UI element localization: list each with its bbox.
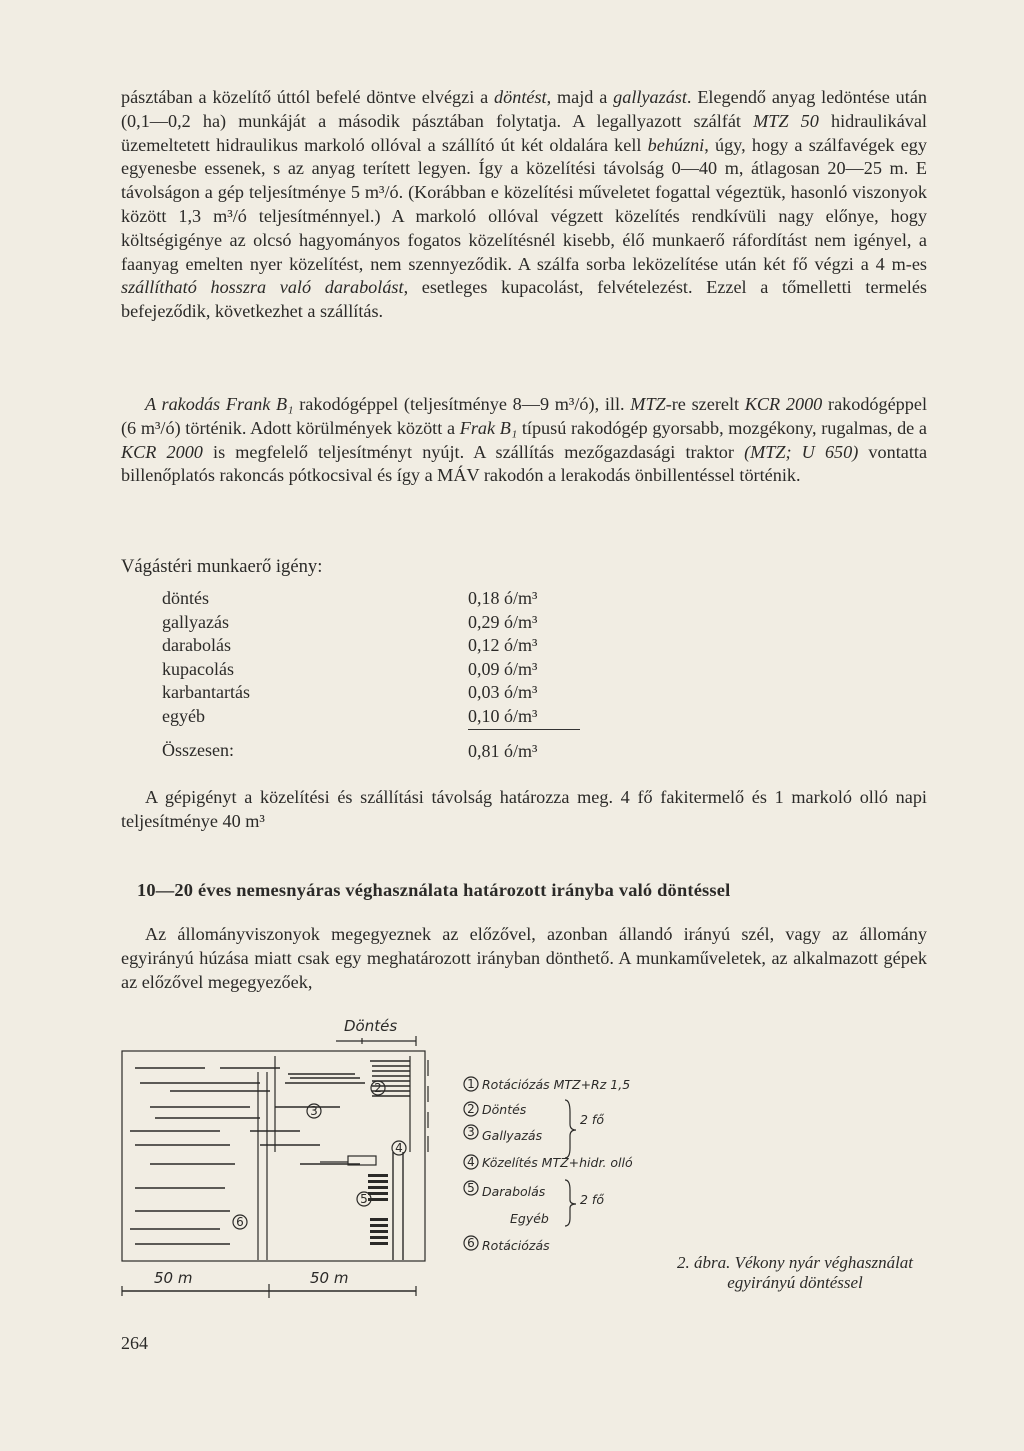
felling-label: Döntés	[344, 1017, 398, 1035]
stem-bundle	[288, 1061, 410, 1096]
legend-item: Gallyazás	[482, 1128, 543, 1143]
legend-number: 5	[467, 1181, 475, 1195]
marker-5: 5	[360, 1192, 368, 1206]
table-row: karbantartás 0,03 ó/m³	[162, 682, 538, 703]
legend-item: Döntés	[482, 1102, 527, 1117]
page-number: 264	[121, 1333, 148, 1353]
table-row: kupacolás 0,09 ó/m³	[162, 658, 538, 679]
legend-number: 1	[467, 1077, 475, 1091]
scale-label-left: 50 m	[154, 1269, 193, 1287]
table-row: döntés 0,18 ó/m³	[162, 588, 538, 608]
figure-caption: 2. ábra. Vékony nyár véghasználat egyirányú döntéssel	[676, 1253, 914, 1292]
table-row: darabolás 0,12 ó/m³	[162, 635, 538, 656]
legend-item: Közelítés MTZ+hidr. olló	[482, 1155, 633, 1170]
labor-heading: Vágástéri munkaerő igény:	[121, 556, 323, 577]
labor-table	[162, 587, 580, 763]
table-row: egyéb 0,10 ó/m³	[162, 705, 580, 729]
section-title: 10—20 éves nemesnyáras véghasználata határozott irányba való döntéssel	[137, 880, 731, 900]
felled-tree-rows	[130, 1068, 365, 1244]
legend-number: 6	[467, 1236, 475, 1250]
group-people-label: 2 fő	[580, 1192, 604, 1207]
paragraph-conditions: Az állományviszonyok megegyeznek az előzővel, azonban állandó irányú szél, vagy az állomány egyirányú húzása miatt csak egy meghatározott irányban dönthető. A munkaműveletek, az alkalmazott gépek az előzővel megegyezőek,	[121, 924, 927, 992]
marker-4: 4	[395, 1141, 403, 1155]
legend-bracket	[565, 1180, 576, 1226]
legend-item: Egyéb	[510, 1211, 549, 1226]
paragraph-felling: pásztában a közelítő úttól befelé döntve elvégzi a döntést, majd a gallyazást. Elegendő anyag ledöntése után (0,1—0,2 ha) munkáját a második pásztában folytatja. A legallyazott szálfát MTZ 50 hidraulikával üzemeltetett hidraulikus markoló ollóval a szállító út két oldalára kell behúzni, úgy, hogy a szálfavégek egy egyenesbe essenek, s az anyag terített legyen. Így a közelítési távolság 0—40 m, átlagosan 20—25 m. E távolságon a gép teljesítménye 5 m³/ó. (Korábban e közelítési műveletet fogattal végeztük, hasonló viszonyok között 1,3 m³/ó teljesítménnyel.) A markoló ollóval végzett közelítés rendkívüli nagy előnye, hogy költségigénye az olcsó hagyományos fogatos közelítésnél kisebb, élő munkaerő ráfordítást nem igényel, a faanyag emelten nyer közelítést, nem szennyeződik. A szálfa sorba leközelítése után két fő végzi a 4 m-es szállítható hosszra való darabolást, esetleges kupacolást, felvételezést. Ezzel a tőmelletti termelés befejeződik, következhet a szállítás.	[121, 87, 927, 322]
legend-number: 2	[467, 1102, 475, 1116]
paragraph-loading: A rakodás Frank B₁ rakodógéppel (teljesítménye 8—9 m³/ó), ill. MTZ-re szerelt KCR 2000 rakodógéppel (6 m³/ó) történik. Adott körülmények között a Frak B₁ típusú rakodógép gyorsabb, mozgékony, rugalmas, de a KCR 2000 is megfelelő teljesítményt nyújt. A szállítás mezőgazdasági traktor (MTZ; U 650) vontatta billenőplatós rakoncás pótkocsival és így a MÁV rakodón a lerakodás önbillentéssel történik.	[121, 394, 928, 486]
legend-item: Rotációzás MTZ+Rz 1,5	[482, 1077, 631, 1092]
scale-label-right: 50 m	[310, 1269, 349, 1287]
table-row: gallyazás 0,29 ó/m³	[162, 611, 538, 632]
timber-stacks	[368, 1174, 388, 1245]
marker-3: 3	[310, 1104, 318, 1118]
marker-2: 2	[374, 1081, 382, 1095]
group-people-label: 2 fő	[580, 1112, 604, 1127]
paragraph-machine-need: A gépigényt a közelítési és szállítási távolság határozza meg. 4 fő fakitermelő és 1 markoló olló napi teljesítménye 40 m³	[121, 787, 927, 831]
legend-item: Darabolás	[482, 1184, 546, 1199]
table-total-row: Összesen: 0,81 ó/m³	[162, 740, 538, 761]
legend-item: Rotációzás	[482, 1238, 550, 1253]
legend-number: 4	[467, 1155, 475, 1169]
legend-number: 3	[467, 1125, 475, 1139]
legend-bracket	[565, 1100, 576, 1158]
marker-6: 6	[236, 1215, 244, 1229]
